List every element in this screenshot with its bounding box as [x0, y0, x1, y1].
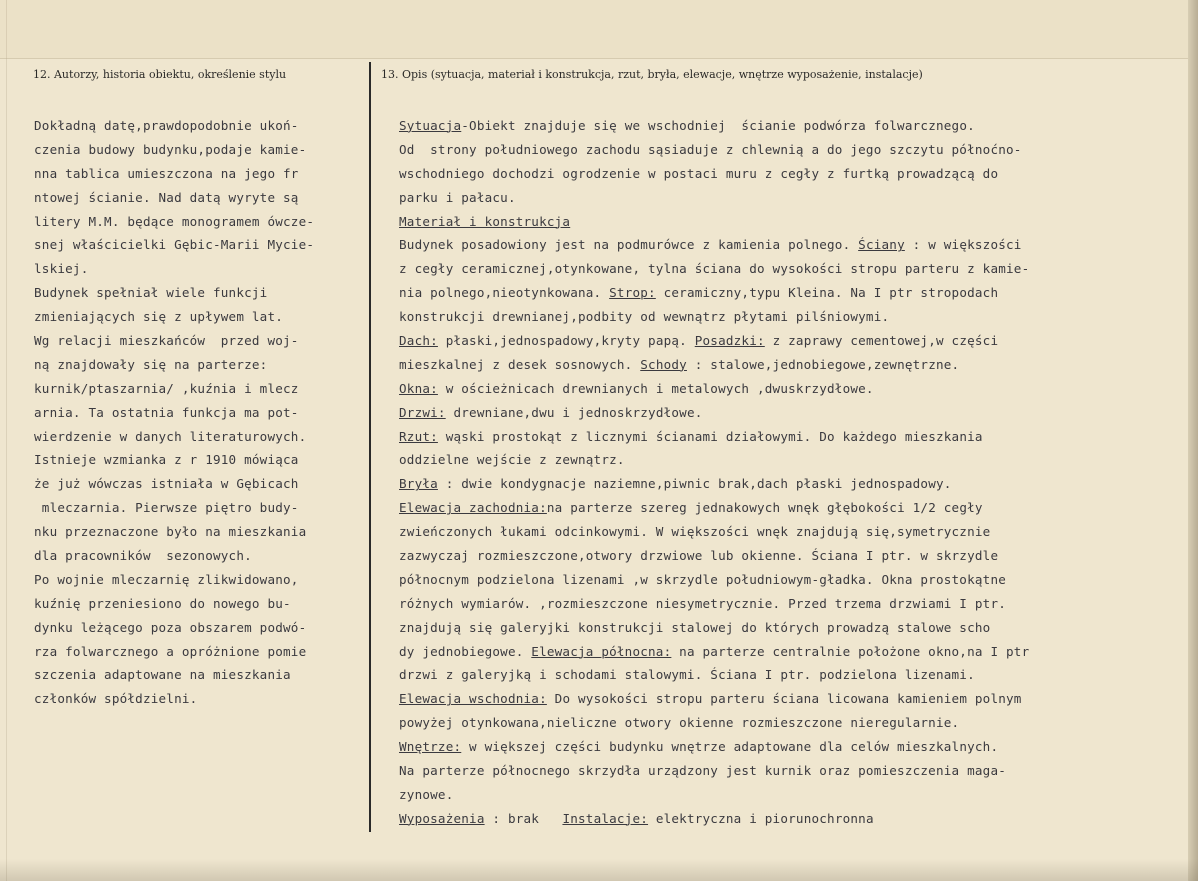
text-line: [399, 210, 1179, 234]
text-line: [399, 138, 1179, 162]
paper-bottom-shadow: [0, 859, 1198, 881]
text-line: członków spółdzielni.: [34, 691, 198, 707]
text-segment: konstrukcji drewnianej,podbity od wewnątrz płytami pilśniowymi.: [399, 309, 890, 325]
text-segment: elektryczna i piorunochronna: [648, 810, 874, 826]
text-line: [399, 353, 1179, 377]
text-line: dla pracowników sezonowych.: [34, 548, 252, 564]
text-segment: ceramiczny,typu Kleina. Na I ptr stropodach: [655, 285, 999, 301]
underlined-heading: Elewacja wschodnia:: [399, 691, 547, 707]
text-line: [399, 472, 1179, 496]
underlined-heading: Wyposażenia: [399, 810, 485, 826]
text-line: [399, 448, 1179, 472]
text-segment: Do wysokości stropu parteru ściana licowana kamieniem polnym: [546, 691, 1022, 707]
text-segment: znajdują się galeryjki konstrukcji stalowej do których prowadzą stalowe scho: [399, 619, 991, 635]
text-segment: z cegły ceramicznej,otynkowane, tylna ściana do wysokości stropu parteru z kamie-: [399, 261, 1030, 277]
section-12-text: [34, 114, 368, 711]
text-segment: zynowe.: [399, 786, 454, 802]
text-line: [399, 257, 1179, 281]
text-line: arnia. Ta ostatnia funkcja ma pot-: [34, 404, 299, 420]
text-line: [399, 640, 1179, 664]
text-segment: wąski prostokąt z licznymi ścianami działowymi. Do każdego mieszkania: [437, 428, 983, 444]
text-line: Wg relacji mieszkańców przed woj-: [34, 333, 299, 349]
text-segment: na parterze centralnie położone okno,na I ptr: [671, 643, 1030, 659]
text-segment: : dwie kondygnacje naziemne,piwnic brak,dach płaski jednospadowy.: [437, 476, 952, 492]
underlined-heading: Rzut:: [399, 428, 438, 444]
text-line: [399, 807, 1179, 831]
text-line: lskiej.: [34, 261, 89, 277]
section-13-text: [399, 114, 1179, 831]
underlined-heading: Strop:: [609, 285, 656, 301]
text-line: [399, 281, 1179, 305]
text-line: [399, 162, 1179, 186]
text-line: [399, 425, 1179, 449]
underlined-heading: Bryła: [399, 476, 438, 492]
text-line: [399, 233, 1179, 257]
text-line: Budynek spełniał wiele funkcji: [34, 285, 268, 301]
text-line: Istnieje wzmianka z r 1910 mówiąca: [34, 452, 299, 468]
text-segment: na parterze szereg jednakowych wnęk głębokości 1/2 cegły: [546, 500, 983, 516]
text-line: kuźnię przeniesiono do nowego bu-: [34, 595, 291, 611]
text-line: [399, 377, 1179, 401]
text-line: zmieniających się z upływem lat.: [34, 309, 284, 325]
text-line: [399, 496, 1179, 520]
text-line: [399, 114, 1179, 138]
text-line: [399, 568, 1179, 592]
text-line: [399, 759, 1179, 783]
text-segment: z zaprawy cementowej,w części: [764, 333, 999, 349]
text-segment: parku i pałacu.: [399, 189, 516, 205]
underlined-heading: Elewacja zachodnia:: [399, 500, 547, 516]
text-line: że już wówczas istniała w Gębicach: [34, 476, 299, 492]
text-line: [399, 687, 1179, 711]
underlined-heading: Drzwi:: [399, 404, 446, 420]
text-segment: płaski,jednospadowy,kryty papą.: [437, 333, 695, 349]
text-line: nku przeznaczone było na mieszkania: [34, 524, 307, 540]
paper-fold: [6, 0, 7, 881]
text-segment: różnych wymiarów. ,rozmieszczone niesymetrycznie. Przed trzema drzwiami I ptr.: [399, 595, 1007, 611]
underlined-heading: Posadzki:: [694, 333, 765, 349]
text-line: [399, 520, 1179, 544]
text-segment: mieszkalnej z desek sosnowych.: [399, 356, 641, 372]
text-line: [399, 544, 1179, 568]
text-segment: drewniane,dwu i jednoskrzydłowe.: [445, 404, 703, 420]
text-line: [399, 735, 1179, 759]
text-segment: Budynek posadowiony jest na podmurówce z kamienia polnego.: [399, 237, 859, 253]
text-segment: Na parterze północnego skrzydła urządzony jest kurnik oraz pomieszczenia maga-: [399, 763, 1007, 779]
text-segment: północnym podzielona lizenami ,w skrzydle południowym-gładka. Okna prostokątne: [399, 571, 1007, 587]
text-line: litery M.M. będące monogramem ówcze-: [34, 213, 315, 229]
underlined-heading: Wnętrze:: [399, 739, 462, 755]
underlined-heading: Instalacje:: [562, 810, 649, 826]
underlined-heading: Sytuacja: [399, 118, 462, 133]
text-line: Dokładną datę,prawdopodobnie ukoń-: [34, 118, 299, 133]
text-line: czenia budowy budynku,podaje kamie-: [34, 141, 307, 157]
text-line: nna tablica umieszczona na jego fr: [34, 165, 299, 181]
text-line: kurnik/ptaszarnia/ ,kuźnia i mlecz: [34, 380, 299, 396]
text-line: mleczarnia. Pierwsze piętro budy-: [34, 500, 299, 516]
text-segment: : stalowe,jednobiegowe,zewnętrzne.: [686, 356, 960, 372]
text-line: [399, 329, 1179, 353]
text-segment: nia polnego,nieotynkowana.: [399, 285, 610, 301]
text-line: [399, 711, 1179, 735]
underlined-heading: Ściany: [858, 237, 905, 253]
text-segment: dy jednobiegowe.: [399, 643, 532, 659]
section-12-header: 12. Autorzy, historia obiektu, określenie stylu: [33, 68, 287, 81]
text-segment: zwieńczonych łukami odcinkowymi. W większości wnęk znajdują się,symetrycznie: [399, 524, 991, 540]
underlined-heading: Materiał i konstrukcja: [399, 213, 571, 229]
text-segment: oddzielne wejście z zewnątrz.: [399, 452, 625, 468]
text-line: [399, 186, 1179, 210]
text-line: [399, 401, 1179, 425]
paper-top-edge: [0, 0, 1198, 59]
text-line: Po wojnie mleczarnię zlikwidowano,: [34, 571, 299, 587]
text-segment: Od strony południowego zachodu sąsiaduje z chlewnią a do jego szczytu półnoćno-: [399, 141, 1022, 157]
text-line: [399, 616, 1179, 640]
underlined-heading: Dach:: [399, 333, 438, 349]
text-segment: -Obiekt znajduje się we wschodniej ścianie podwórza folwarcznego.: [461, 118, 975, 133]
text-segment: drzwi z galeryjką i schodami stalowymi. Ściana I ptr. podzielona lizenami.: [399, 667, 975, 683]
text-segment: : w większości: [904, 237, 1022, 253]
text-line: ntowej ścianie. Nad datą wyryte są: [34, 189, 299, 205]
underlined-heading: Schody: [640, 356, 687, 372]
text-segment: wschodniego dochodzi ogrodzenie w postaci muru z cegły z furtką prowadzącą do: [399, 165, 999, 181]
text-line: wierdzenie w danych literaturowych.: [34, 428, 307, 444]
text-line: [399, 783, 1179, 807]
text-line: dynku leżącego poza obszarem podwó-: [34, 619, 307, 635]
text-line: szczenia adaptowane na mieszkania: [34, 667, 291, 683]
paper-right-edge: [1188, 0, 1198, 881]
underlined-heading: Elewacja północna:: [531, 643, 672, 659]
text-line: [399, 592, 1179, 616]
section-13-header: 13. Opis (sytuacja, materiał i konstrukcja, rzut, bryła, elewacje, wnętrze wyposażenie, instalacje): [381, 68, 923, 81]
text-segment: powyżej otynkowana,nieliczne otwory okienne rozmieszczone nieregularnie.: [399, 715, 960, 731]
text-line: snej właścicielki Gębic-Marii Mycie-: [34, 237, 315, 253]
text-segment: zazwyczaj rozmieszczone,otwory drzwiowe lub okienne. Ściana I ptr. w skrzydle: [399, 548, 999, 564]
text-line: rza folwarcznego a opróżnione pomie: [34, 643, 307, 659]
text-segment: w ościeżnicach drewnianych i metalowych ,dwuskrzydłowe.: [437, 380, 874, 396]
underlined-heading: Okna:: [399, 380, 438, 396]
text-segment: w większej części budynku wnętrze adaptowane dla celów mieszkalnych.: [461, 739, 999, 755]
text-line: [399, 305, 1179, 329]
column-divider: [369, 62, 371, 832]
text-line: ną znajdowały się na parterze:: [34, 356, 268, 372]
text-line: [399, 663, 1179, 687]
text-segment: : brak: [484, 810, 563, 826]
